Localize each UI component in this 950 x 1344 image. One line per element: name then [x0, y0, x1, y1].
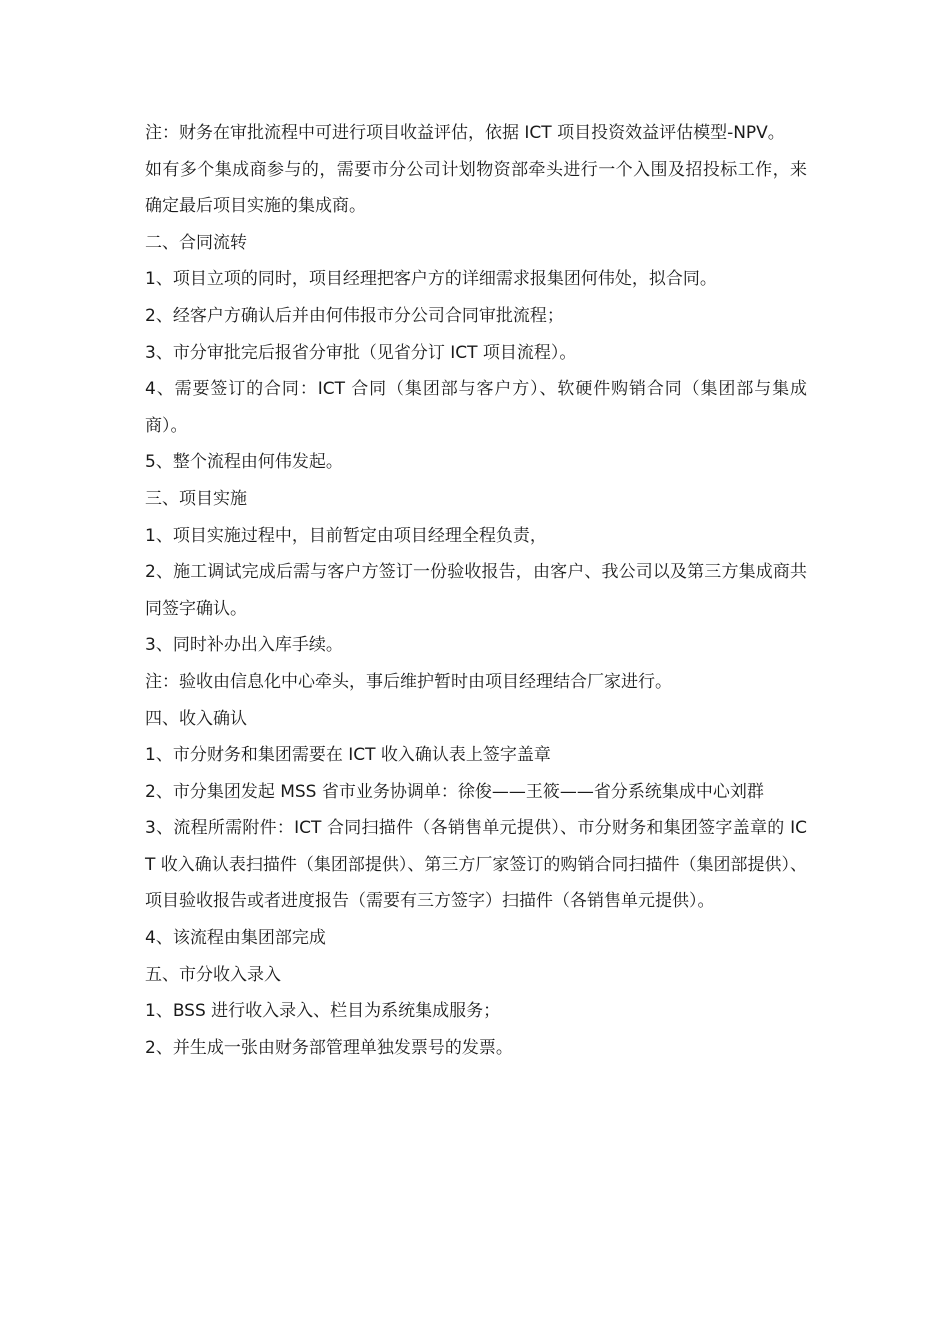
note-acceptance-paragraph: 注：验收由信息化中心牵头，事后维护暂时由项目经理结合厂家进行。: [145, 671, 672, 692]
implementation-step-1: 1、项目实施过程中，目前暂定由项目经理全程负责，: [145, 525, 547, 546]
contract-step-5: 5、整个流程由何伟发起。: [145, 452, 343, 473]
contract-step-2: 2、经客户方确认后并由何伟报市分公司合同审批流程；: [145, 305, 564, 326]
revenue-step-3: 3、流程所需附件：ICT 合同扫描件（各销售单元提供）、市分财务和集团签字盖章的 ICT 收入确认表扫描件（集团部提供）、第三方厂家签订的购销合同扫描件（集团部提供）、项目验收报告或者进度报告（需要有三方签字）扫描件（各销售单元提供）。: [145, 818, 807, 912]
document-body: [145, 115, 807, 1066]
section-heading-implementation: 三、项目实施: [145, 488, 247, 509]
entry-step-1: 1、BSS 进行收入录入、栏目为系统集成服务；: [145, 1001, 501, 1022]
implementation-step-2: 2、施工调试完成后需与客户方签订一份验收报告，由客户、我公司以及第三方集成商共同签字确认。: [145, 562, 807, 619]
revenue-step-2: 2、市分集团发起 MSS 省市业务协调单：徐俊——王筱——省分系统集成中心刘群: [145, 781, 764, 802]
section-heading-contract-flow: 二、合同流转: [145, 232, 247, 253]
entry-step-2: 2、并生成一张由财务部管理单独发票号的发票。: [145, 1037, 513, 1058]
integrator-bidding-paragraph: 如有多个集成商参与的，需要市分公司计划物资部牵头进行一个入围及招投标工作，来确定最后项目实施的集成商。: [145, 159, 807, 217]
section-heading-revenue-entry: 五、市分收入录入: [145, 964, 281, 985]
contract-step-3: 3、市分审批完后报省分审批（见省分订 ICT 项目流程）。: [145, 342, 577, 363]
implementation-step-3: 3、同时补办出入库手续。: [145, 635, 343, 656]
section-heading-revenue-confirmation: 四、收入确认: [145, 708, 247, 729]
contract-step-4: 4、需要签订的合同：ICT 合同（集团部与客户方）、软硬件购销合同（集团部与集成商）。: [145, 379, 807, 436]
note-npv-paragraph: 注：财务在审批流程中可进行项目收益评估，依据 ICT 项目投资效益评估模型-NPV。: [145, 123, 785, 143]
contract-step-1: 1、项目立项的同时，项目经理把客户方的详细需求报集团何伟处，拟合同。: [145, 269, 717, 290]
revenue-step-1: 1、市分财务和集团需要在 ICT 收入确认表上签字盖章: [145, 745, 551, 766]
revenue-step-4: 4、该流程由集团部完成: [145, 928, 326, 949]
